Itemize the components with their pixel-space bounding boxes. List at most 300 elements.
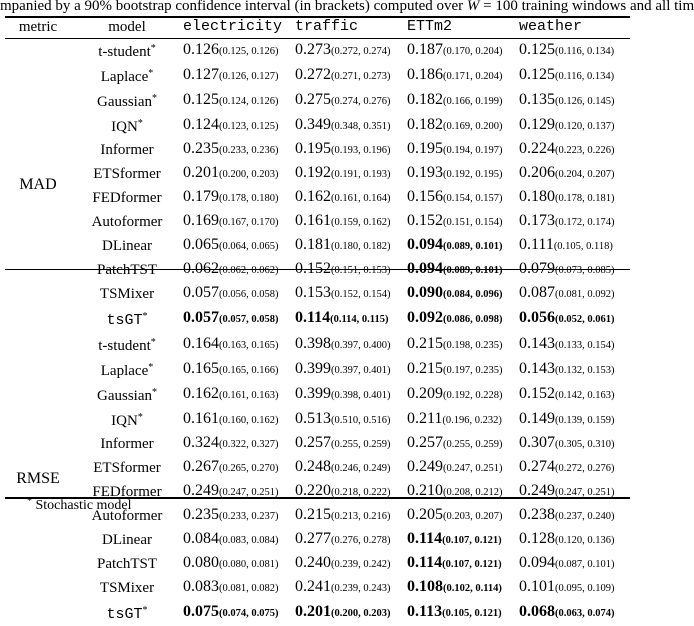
header-row xyxy=(5,16,631,38)
cell-electricity xyxy=(183,407,295,432)
cell-traffic xyxy=(295,234,407,258)
mad-section xyxy=(5,38,631,332)
model-label: Gaussian xyxy=(97,388,152,404)
cell-weather xyxy=(519,113,631,138)
metric-value: 0.215 xyxy=(295,506,331,523)
cell-weather xyxy=(519,382,631,407)
confidence-interval: (0.272, 0.276) xyxy=(555,463,615,474)
stochastic-marker: * xyxy=(150,43,156,54)
cell-electricity xyxy=(183,576,295,600)
metric-value: 0.173 xyxy=(519,212,555,229)
confidence-interval: (0.167, 0.170) xyxy=(219,217,279,228)
cell-weather xyxy=(519,210,631,234)
cell-electricity xyxy=(183,528,295,552)
confidence-interval: (0.124, 0.126) xyxy=(219,95,279,107)
confidence-interval: (0.200, 0.203) xyxy=(219,169,279,180)
confidence-interval: (0.087, 0.101) xyxy=(555,559,615,570)
cell-ettm2 xyxy=(407,234,519,258)
confidence-interval: (0.198, 0.235) xyxy=(443,339,503,351)
table-row xyxy=(5,186,631,210)
model-name xyxy=(71,600,183,626)
cell-electricity xyxy=(183,282,295,306)
cell-traffic xyxy=(295,382,407,407)
metric-label: RMSE xyxy=(16,470,60,487)
cell-ettm2 xyxy=(407,382,519,407)
metric-value: 0.249 xyxy=(407,458,443,475)
metric-value: 0.080 xyxy=(183,554,219,571)
confidence-interval: (0.233, 0.237) xyxy=(219,511,279,522)
confidence-interval: (0.223, 0.226) xyxy=(555,145,615,156)
metric-value: 0.275 xyxy=(295,90,331,108)
confidence-interval: (0.233, 0.236) xyxy=(219,145,279,156)
model-name xyxy=(71,138,183,162)
caption-prefix: mpanied by a 90% bootstrap confidence interval (in brackets) computed over xyxy=(0,0,467,14)
confidence-interval: (0.272, 0.274) xyxy=(331,45,391,57)
metric-value: 0.084 xyxy=(183,530,219,547)
confidence-interval: (0.161, 0.164) xyxy=(331,193,391,204)
confidence-interval: (0.095, 0.109) xyxy=(555,583,615,594)
confidence-interval: (0.154, 0.157) xyxy=(443,193,503,204)
metric-value: 0.399 xyxy=(295,384,331,402)
model-name xyxy=(71,63,183,88)
metric-value: 0.193 xyxy=(407,164,443,181)
cell-weather xyxy=(519,504,631,528)
confidence-interval: (0.203, 0.207) xyxy=(443,511,503,522)
cell-weather xyxy=(519,552,631,576)
confidence-interval: (0.126, 0.145) xyxy=(555,95,615,107)
model-name xyxy=(71,432,183,456)
metric-value: 0.113 xyxy=(407,603,443,620)
dataset-header-electricity: electricity xyxy=(183,18,283,35)
model-name xyxy=(71,258,183,282)
model-name xyxy=(71,186,183,210)
model-name xyxy=(71,282,183,306)
metric-value: 0.215 xyxy=(407,359,443,377)
model-label: TSMixer xyxy=(99,286,155,302)
metric-value: 0.129 xyxy=(519,115,555,133)
confidence-interval: (0.107, 0.121) xyxy=(442,535,502,546)
cell-electricity xyxy=(183,504,295,528)
metric-value: 0.135 xyxy=(519,90,555,108)
confidence-interval: (0.265, 0.270) xyxy=(219,463,279,474)
metric-value: 0.114 xyxy=(295,309,331,326)
table-row xyxy=(5,306,631,332)
confidence-interval: (0.089, 0.101) xyxy=(443,241,503,252)
metric-value: 0.062 xyxy=(183,260,219,277)
confidence-interval: (0.348, 0.351) xyxy=(331,120,391,132)
model-name xyxy=(71,407,183,432)
metric-value: 0.201 xyxy=(295,603,331,620)
cell-ettm2 xyxy=(407,528,519,552)
table-row xyxy=(5,382,631,407)
metric-value: 0.125 xyxy=(519,40,555,58)
model-name xyxy=(71,113,183,138)
metric-value: 0.125 xyxy=(519,65,555,83)
confidence-interval: (0.255, 0.259) xyxy=(443,439,503,450)
confidence-interval: (0.192, 0.228) xyxy=(443,389,503,401)
table-row xyxy=(5,162,631,186)
confidence-interval: (0.057, 0.058) xyxy=(219,314,279,325)
cell-weather xyxy=(519,38,631,63)
table-row xyxy=(5,282,631,306)
confidence-interval: (0.246, 0.249) xyxy=(331,463,391,474)
confidence-interval: (0.192, 0.195) xyxy=(443,169,503,180)
table-row xyxy=(5,88,631,113)
metric-value: 0.114 xyxy=(407,554,443,571)
confidence-interval: (0.151, 0.153) xyxy=(331,265,391,276)
model-label: ETSformer xyxy=(93,166,161,182)
model-name xyxy=(71,576,183,600)
metric-value: 0.068 xyxy=(519,603,555,620)
model-label: tsGT xyxy=(106,606,143,623)
confidence-interval: (0.247, 0.251) xyxy=(555,487,615,498)
cell-ettm2 xyxy=(407,210,519,234)
model-label: t-student xyxy=(98,338,151,354)
cell-traffic xyxy=(295,432,407,456)
dataset-header-traffic: traffic xyxy=(295,18,359,35)
cell-ettm2 xyxy=(407,258,519,282)
model-label: PatchTST xyxy=(97,556,157,572)
confidence-interval: (0.213, 0.216) xyxy=(331,511,391,522)
confidence-interval: (0.074, 0.075) xyxy=(219,608,279,619)
metric-value: 0.101 xyxy=(519,578,555,595)
model-name xyxy=(71,234,183,258)
confidence-interval: (0.114, 0.115) xyxy=(330,314,389,325)
metric-value: 0.324 xyxy=(183,434,219,451)
confidence-interval: (0.062, 0.062) xyxy=(219,265,279,276)
cell-electricity xyxy=(183,600,295,626)
metric-value: 0.149 xyxy=(519,409,555,427)
confidence-interval: (0.172, 0.174) xyxy=(555,217,615,228)
metric-value: 0.094 xyxy=(407,236,443,253)
metric-value: 0.267 xyxy=(183,458,219,475)
model-name xyxy=(71,552,183,576)
confidence-interval: (0.089, 0.101) xyxy=(443,265,503,276)
confidence-interval: (0.208, 0.212) xyxy=(443,487,503,498)
confidence-interval: (0.152, 0.154) xyxy=(331,289,391,300)
confidence-interval: (0.247, 0.251) xyxy=(219,487,279,498)
cell-weather xyxy=(519,306,631,332)
confidence-interval: (0.194, 0.197) xyxy=(443,145,503,156)
metric-value: 0.164 xyxy=(183,334,219,352)
confidence-interval: (0.165, 0.166) xyxy=(219,364,279,376)
metric-value: 0.126 xyxy=(183,40,219,58)
cell-electricity xyxy=(183,38,295,63)
metric-value: 0.399 xyxy=(295,359,331,377)
confidence-interval: (0.081, 0.092) xyxy=(555,289,615,300)
metric-value: 0.056 xyxy=(519,309,555,326)
table-row xyxy=(5,113,631,138)
metric-value: 0.205 xyxy=(407,506,443,523)
cell-weather xyxy=(519,357,631,382)
confidence-interval: (0.125, 0.126) xyxy=(219,45,279,57)
stochastic-marker: * xyxy=(152,93,157,104)
confidence-interval: (0.142, 0.163) xyxy=(555,389,615,401)
confidence-interval: (0.133, 0.154) xyxy=(555,339,615,351)
cell-ettm2 xyxy=(407,357,519,382)
metric-value: 0.057 xyxy=(183,284,219,301)
cell-weather xyxy=(519,432,631,456)
footnote-text: Stochastic model xyxy=(35,498,132,513)
cell-electricity xyxy=(183,432,295,456)
cell-ettm2 xyxy=(407,504,519,528)
metric-value: 0.257 xyxy=(295,434,331,451)
stochastic-marker: * xyxy=(152,387,157,398)
metric-value: 0.182 xyxy=(407,90,443,108)
model-label: tsGT xyxy=(106,312,143,329)
metric-value: 0.124 xyxy=(183,115,219,133)
cell-weather xyxy=(519,600,631,626)
cell-weather xyxy=(519,138,631,162)
stochastic-marker: * xyxy=(148,68,154,79)
cell-traffic xyxy=(295,282,407,306)
table-row xyxy=(5,576,631,600)
confidence-interval: (0.063, 0.074) xyxy=(555,608,615,619)
metric-value: 0.349 xyxy=(295,115,331,133)
table-row xyxy=(5,38,631,63)
confidence-interval: (0.397, 0.400) xyxy=(331,339,391,351)
metric-value: 0.094 xyxy=(519,554,555,571)
cell-traffic xyxy=(295,332,407,357)
table-row xyxy=(5,528,631,552)
confidence-interval: (0.255, 0.259) xyxy=(331,439,391,450)
confidence-interval: (0.178, 0.180) xyxy=(219,193,279,204)
confidence-interval: (0.120, 0.137) xyxy=(555,120,615,132)
confidence-interval: (0.084, 0.096) xyxy=(443,289,503,300)
cell-electricity xyxy=(183,234,295,258)
cell-traffic xyxy=(295,357,407,382)
confidence-interval: (0.271, 0.273) xyxy=(331,70,391,82)
dataset-header-weather: weather xyxy=(519,18,583,35)
table-row xyxy=(5,552,631,576)
confidence-interval: (0.102, 0.114) xyxy=(443,583,502,594)
metric-value: 0.165 xyxy=(183,359,219,377)
metric-value: 0.114 xyxy=(407,530,443,547)
cell-ettm2 xyxy=(407,552,519,576)
caption-variable: W xyxy=(466,0,480,14)
confidence-interval: (0.305, 0.310) xyxy=(555,439,615,450)
metric-value: 0.241 xyxy=(295,578,331,595)
cell-ettm2 xyxy=(407,306,519,332)
metric-value: 0.143 xyxy=(519,334,555,352)
cell-electricity xyxy=(183,113,295,138)
metric-value: 0.240 xyxy=(295,554,331,571)
cell-traffic xyxy=(295,186,407,210)
cell-weather xyxy=(519,234,631,258)
metric-value: 0.180 xyxy=(519,188,555,205)
cell-ettm2 xyxy=(407,480,519,504)
table-row xyxy=(5,138,631,162)
confidence-interval: (0.126, 0.127) xyxy=(219,70,279,82)
model-label: TSMixer xyxy=(99,580,155,596)
cell-weather xyxy=(519,480,631,504)
metric-value: 0.169 xyxy=(183,212,219,229)
table-row xyxy=(5,357,631,382)
metric-value: 0.094 xyxy=(407,260,443,277)
table-row xyxy=(5,432,631,456)
model-name xyxy=(71,210,183,234)
confidence-interval: (0.139, 0.159) xyxy=(555,414,615,426)
metric-label: MAD xyxy=(19,176,57,193)
confidence-interval: (0.159, 0.162) xyxy=(331,217,391,228)
confidence-interval: (0.105, 0.121) xyxy=(442,608,502,619)
cell-weather xyxy=(519,528,631,552)
cell-traffic xyxy=(295,258,407,282)
metric-value: 0.156 xyxy=(407,188,443,205)
cell-traffic xyxy=(295,600,407,626)
table-row xyxy=(5,63,631,88)
model-name xyxy=(71,332,183,357)
cell-electricity xyxy=(183,138,295,162)
metric-value: 0.249 xyxy=(519,482,555,499)
confidence-interval: (0.105, 0.118) xyxy=(553,241,613,252)
metric-value: 0.238 xyxy=(519,506,555,523)
model-name xyxy=(71,306,183,332)
confidence-interval: (0.161, 0.163) xyxy=(219,389,279,401)
confidence-interval: (0.237, 0.240) xyxy=(555,511,615,522)
cell-ettm2 xyxy=(407,113,519,138)
confidence-interval: (0.107, 0.121) xyxy=(442,559,502,570)
table-row xyxy=(5,600,631,626)
metric-value: 0.513 xyxy=(295,409,331,427)
metric-value: 0.273 xyxy=(295,40,331,58)
cell-weather xyxy=(519,282,631,306)
cell-ettm2 xyxy=(407,407,519,432)
cell-weather xyxy=(519,63,631,88)
metric-value: 0.161 xyxy=(295,212,331,229)
cell-traffic xyxy=(295,576,407,600)
confidence-interval: (0.200, 0.203) xyxy=(331,608,391,619)
metric-value: 0.162 xyxy=(183,384,219,402)
cell-weather xyxy=(519,186,631,210)
confidence-interval: (0.276, 0.278) xyxy=(331,535,391,546)
cell-electricity xyxy=(183,88,295,113)
results-table xyxy=(5,16,631,626)
metric-value: 0.274 xyxy=(519,458,555,475)
confidence-interval: (0.191, 0.193) xyxy=(331,169,391,180)
cell-ettm2 xyxy=(407,63,519,88)
confidence-interval: (0.397, 0.401) xyxy=(331,364,391,376)
metric-value: 0.108 xyxy=(407,578,443,595)
dataset-header-ettm2: ETTm2 xyxy=(407,18,453,35)
cell-weather xyxy=(519,88,631,113)
metric-value: 0.152 xyxy=(407,212,443,229)
table-row xyxy=(5,332,631,357)
table-row xyxy=(5,258,631,282)
metric-value: 0.065 xyxy=(183,236,219,253)
metric-value: 0.152 xyxy=(295,260,331,277)
stochastic-marker: * xyxy=(150,337,156,348)
model-name xyxy=(71,162,183,186)
table-row xyxy=(5,234,631,258)
confidence-interval: (0.510, 0.516) xyxy=(331,414,391,426)
confidence-interval: (0.052, 0.061) xyxy=(555,314,615,325)
cell-ettm2 xyxy=(407,600,519,626)
cell-ettm2 xyxy=(407,432,519,456)
model-label: FEDformer xyxy=(92,190,162,206)
confidence-interval: (0.274, 0.276) xyxy=(331,95,391,107)
metric-value: 0.111 xyxy=(519,236,554,253)
model-label: FEDformer xyxy=(92,484,162,500)
model-label: ETSformer xyxy=(93,460,161,476)
confidence-interval: (0.151, 0.154) xyxy=(443,217,503,228)
stochastic-marker: * xyxy=(142,605,148,616)
cell-traffic xyxy=(295,528,407,552)
cell-electricity xyxy=(183,210,295,234)
confidence-interval: (0.239, 0.242) xyxy=(331,559,391,570)
cell-weather xyxy=(519,332,631,357)
metric-value: 0.092 xyxy=(407,309,443,326)
confidence-interval: (0.239, 0.243) xyxy=(331,583,391,594)
cell-traffic xyxy=(295,552,407,576)
confidence-interval: (0.080, 0.081) xyxy=(219,559,279,570)
metric-value: 0.248 xyxy=(295,458,331,475)
confidence-interval: (0.132, 0.153) xyxy=(555,364,615,376)
metric-value: 0.209 xyxy=(407,384,443,402)
confidence-interval: (0.160, 0.162) xyxy=(219,414,279,426)
model-label: DLinear xyxy=(102,532,152,548)
metric-header: metric xyxy=(18,19,58,35)
model-label: Laplace xyxy=(100,363,149,379)
cell-traffic xyxy=(295,138,407,162)
confidence-interval: (0.322, 0.327) xyxy=(219,439,279,450)
confidence-interval: (0.398, 0.401) xyxy=(331,389,391,401)
metric-value: 0.087 xyxy=(519,284,555,301)
confidence-interval: (0.086, 0.098) xyxy=(443,314,503,325)
metric-value: 0.181 xyxy=(295,236,331,253)
confidence-interval: (0.163, 0.165) xyxy=(219,339,279,351)
cell-ettm2 xyxy=(407,38,519,63)
confidence-interval: (0.218, 0.222) xyxy=(331,487,391,498)
metric-value: 0.090 xyxy=(407,284,443,301)
cell-electricity xyxy=(183,480,295,504)
metric-value: 0.161 xyxy=(183,409,219,427)
metric-value: 0.083 xyxy=(183,578,219,595)
cell-ettm2 xyxy=(407,186,519,210)
model-label: Informer xyxy=(100,142,154,158)
confidence-interval: (0.120, 0.136) xyxy=(555,535,615,546)
metric-value: 0.143 xyxy=(519,359,555,377)
metric-value: 0.075 xyxy=(183,603,219,620)
metric-value: 0.187 xyxy=(407,40,443,58)
confidence-interval: (0.169, 0.200) xyxy=(443,120,503,132)
metric-value: 0.272 xyxy=(295,65,331,83)
cell-electricity xyxy=(183,382,295,407)
model-label: Autoformer xyxy=(91,508,163,524)
metric-value: 0.186 xyxy=(407,65,443,83)
model-label: DLinear xyxy=(102,238,152,254)
metric-value: 0.235 xyxy=(183,506,219,523)
confidence-interval: (0.193, 0.196) xyxy=(331,145,391,156)
confidence-interval: (0.064, 0.065) xyxy=(219,241,279,252)
cell-electricity xyxy=(183,186,295,210)
cell-electricity xyxy=(183,357,295,382)
metric-value: 0.128 xyxy=(519,530,555,547)
metric-value: 0.206 xyxy=(519,164,555,181)
confidence-interval: (0.123, 0.125) xyxy=(219,120,279,132)
metric-value: 0.307 xyxy=(519,434,555,451)
model-name xyxy=(71,357,183,382)
confidence-interval: (0.056, 0.058) xyxy=(219,289,279,300)
cell-traffic xyxy=(295,210,407,234)
cell-traffic xyxy=(295,504,407,528)
rmse-section xyxy=(5,332,631,626)
cell-electricity xyxy=(183,456,295,480)
confidence-interval: (0.081, 0.082) xyxy=(219,583,279,594)
metric-value: 0.079 xyxy=(519,260,555,277)
cell-traffic xyxy=(295,162,407,186)
stochastic-marker: * xyxy=(142,311,148,322)
